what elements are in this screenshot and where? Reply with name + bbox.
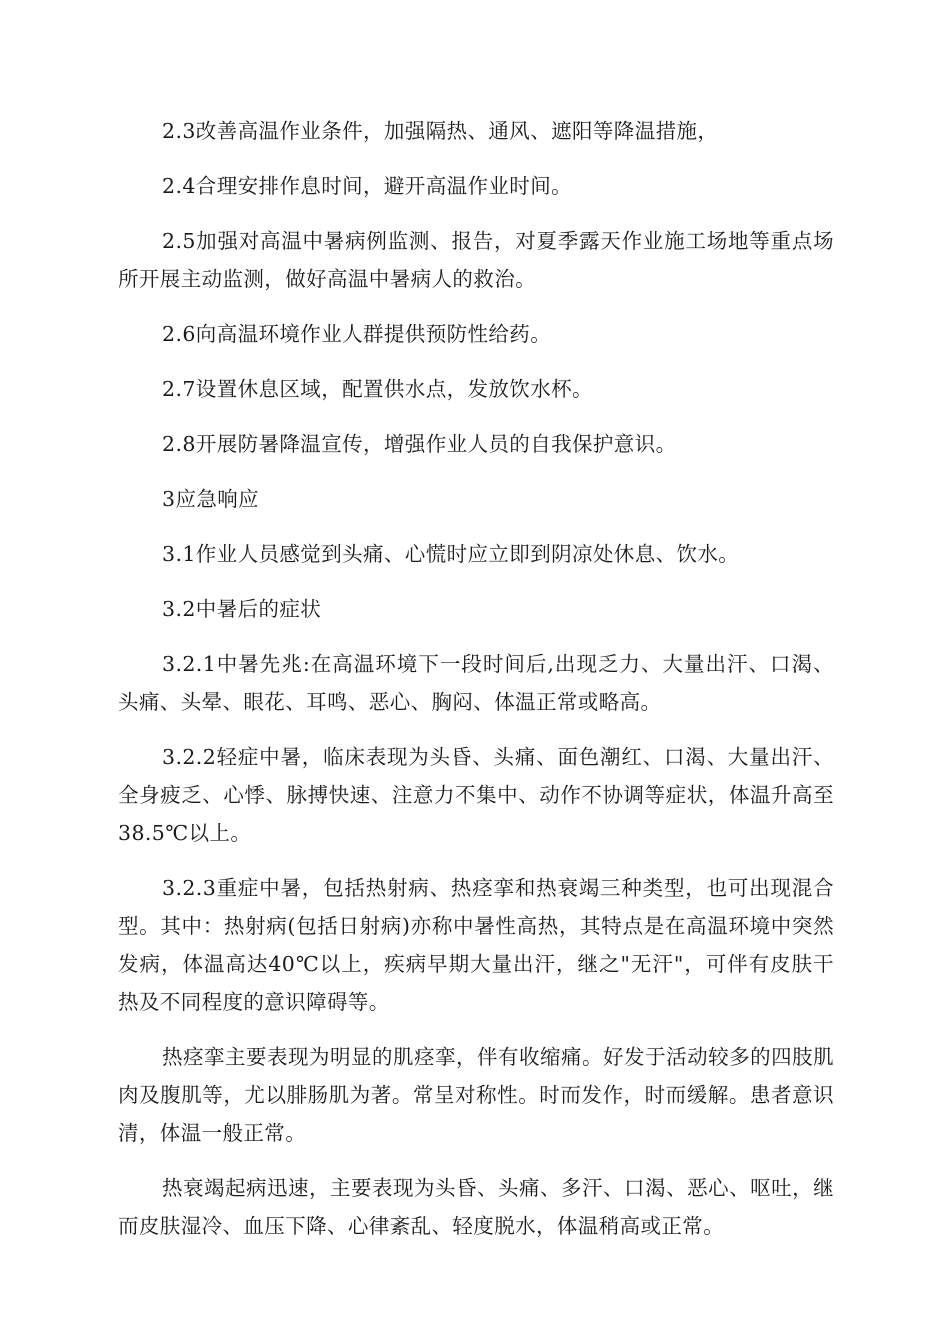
paragraph-3-2-2: 3.2.2轻症中暑，临床表现为头昏、头痛、面色潮红、口渴、大量出汗、全身疲乏、心悸、脉搏快速、注意力不集中、动作不协调等症状，体温升高至38.5℃以上。 (118, 745, 834, 845)
section-heading-3: 3应急响应 (162, 487, 260, 511)
paragraph-2-6: 2.6向高温环境作业人群提供预防性给药。 (162, 322, 552, 346)
paragraph-heat-cramps: 热痉挛主要表现为明显的肌痉挛，伴有收缩痛。好发于活动较多的四肢肌肉及腹肌等，尤以腓肠肌为著。常呈对称性。时而发作，时而缓解。患者意识清，体温一般正常。 (118, 1045, 834, 1145)
paragraph-2-7: 2.7设置休息区域，配置供水点，发放饮水杯。 (162, 377, 593, 401)
paragraph-2-8: 2.8开展防暑降温宣传，增强作业人员的自我保护意识。 (162, 432, 677, 456)
paragraph-3-2-1: 3.2.1中暑先兆:在高温环境下一段时间后,出现乏力、大量出汗、口渴、头痛、头晕、眼花、耳鸣、恶心、胸闷、体温正常或略高。 (118, 652, 834, 714)
paragraph-heat-exhaustion: 热衰竭起病迅速，主要表现为头昏、头痛、多汗、口渴、恶心、呕吐，继而皮肤湿冷、血压下降、心律紊乱、轻度脱水，体温稍高或正常。 (118, 1176, 834, 1238)
paragraph-3-1: 3.1作业人员感觉到头痛、心慌时应立即到阴凉处休息、饮水。 (162, 542, 740, 566)
paragraph-2-5: 2.5加强对高温中暑病例监测、报告，对夏季露天作业施工场地等重点场所开展主动监测，做好高温中暑病人的救治。 (118, 229, 834, 291)
paragraph-3-2-3: 3.2.3重症中暑，包括热射病、热痉挛和热衰竭三种类型，也可出现混合型。其中：热射病(包括日射病)亦称中暑性高热，其特点是在高温环境中突然发病，体温高达40℃以上，疾病早期大量出汗，继之"无汗"，可伴有皮肤干热及不同程度的意识障碍等。 (118, 876, 834, 1014)
paragraph-2-4: 2.4合理安排作息时间，避开高温作业时间。 (162, 174, 573, 198)
subsection-heading-3-2: 3.2中暑后的症状 (162, 597, 322, 621)
paragraph-2-3: 2.3改善高温作业条件，加强隔热、通风、遮阳等降温措施， (162, 119, 719, 143)
document-body (118, 112, 834, 1245)
